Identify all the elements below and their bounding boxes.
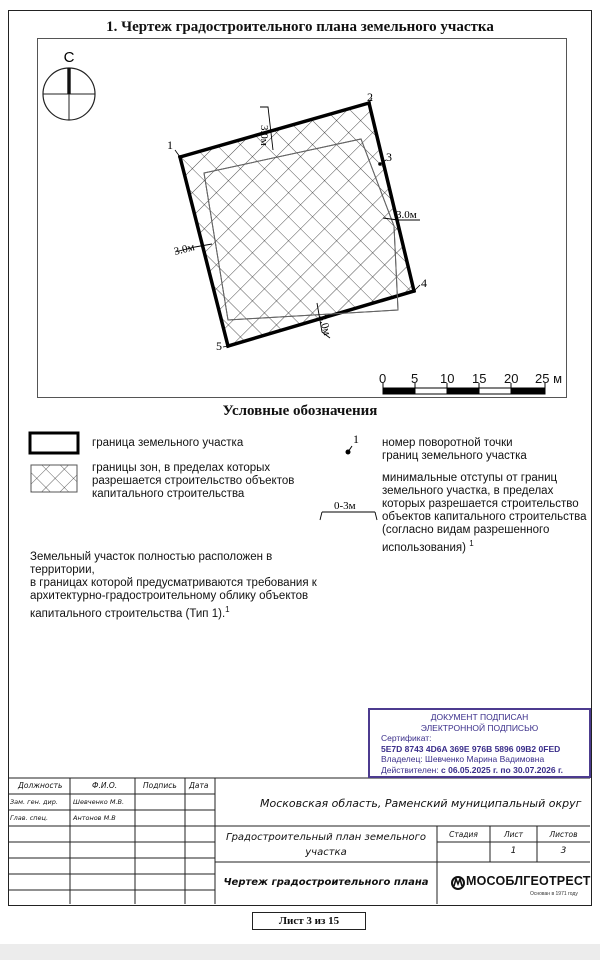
setback-label-bottom: 3.0м	[316, 313, 334, 337]
scale-label-5: 5	[411, 371, 419, 386]
scale-label-0: 0	[379, 371, 387, 386]
legend-title: Условные обозначения	[222, 403, 378, 419]
tb-sheets-value: 3	[560, 846, 567, 856]
e-signature-stamp: ДОКУМЕНТ ПОДПИСАН ЭЛЕКТРОННОЙ ПОДПИСЬЮ Сертификат: 5E7D 8743 4D6A 369E 976B 5896 09B2 0FED Владелец: Шевченко Марина Вадимовна Действителен: с 06.05.2025 г. по 30.07.2026 г.	[368, 708, 591, 778]
tb-stage-header: Стадия	[449, 830, 478, 839]
land-plot-boundary	[180, 103, 414, 346]
point-label-1: 1	[167, 138, 173, 152]
scale-label-15: 15	[472, 371, 487, 386]
company-logo-text: МОСОБЛГЕОТРЕСТ	[466, 874, 591, 888]
tb-doc-title: Градостроительный план земельного участка	[226, 832, 426, 858]
compass-north-label: С	[63, 49, 75, 66]
legend-point-text: номер поворотной точки границ земельного участка	[382, 437, 527, 462]
sheet-number: Лист 3 из 15	[252, 912, 366, 930]
tb-header-name: Ф.И.О.	[92, 781, 118, 790]
tb-header-date: Дата	[189, 781, 209, 790]
setback-label-right: 3.0м	[396, 209, 417, 221]
point-label-4: 4	[421, 276, 427, 290]
legend-zone-symbol	[31, 465, 77, 492]
scale-bar	[383, 383, 545, 394]
legend-setback-symbol	[320, 512, 377, 520]
compass-needle	[67, 68, 70, 94]
legend-point-number: 1	[353, 432, 359, 446]
tb-header-position: Должность	[18, 781, 63, 790]
page-title: 1. Чертеж градостроительного плана земельного участка	[106, 19, 494, 35]
logo-icon	[452, 877, 464, 889]
page-bottom-band	[0, 944, 600, 960]
scale-label-10: 10	[440, 371, 455, 386]
point-label-3: 3	[386, 150, 392, 164]
tb-sheet-value: 1	[510, 846, 517, 856]
compass	[43, 49, 95, 120]
tb-row2-position: Глав. спец.	[10, 814, 49, 822]
territory-note: Земельный участок полностью расположен в территории, в границах которой предусматриваются требования к архитектурно-градостроительному облику объектов капитального строительства (Тип 1).$^1$	[30, 551, 317, 620]
tb-header-signature: Подпись	[143, 781, 177, 790]
legend-boundary-symbol	[30, 433, 78, 453]
setback-label-left: 3.0м	[172, 241, 196, 258]
point-label-5: 5	[216, 339, 222, 353]
tb-sheets-header: Листов	[549, 830, 578, 839]
legend-boundary-text: граница земельного участка	[92, 437, 244, 449]
scale-label-25: 25 м	[535, 371, 563, 386]
tb-drawing-name: Чертеж градостроительного плана	[223, 877, 429, 888]
company-logo-subtitle: Основан в 1971 году	[530, 891, 578, 897]
legend-zone-text: границы зон, в пределах которых разрешается строительство объектов капитального строительства	[92, 462, 295, 500]
legend-setback-text: минимальные отступы от границ земельного участка, в пределах которых разрешается строительство объектов капитального строительства (согласно видам разрешенного использования) $^1$	[382, 472, 587, 554]
point-label-2: 2	[367, 90, 373, 104]
tb-row1-name: Шевченко М.В.	[73, 798, 125, 806]
tb-row1-position: Зам. ген. дир.	[10, 798, 58, 806]
legend-setback-label: 0-3м	[334, 500, 356, 512]
tb-row2-name: Антонов М.В	[73, 814, 116, 822]
tb-sheet-header: Лист	[503, 830, 523, 839]
scale-label-20: 20	[504, 371, 519, 386]
tb-location: Московская область, Раменский муниципальный округ	[260, 797, 582, 810]
setback-label-top: 3.0м	[258, 125, 270, 146]
